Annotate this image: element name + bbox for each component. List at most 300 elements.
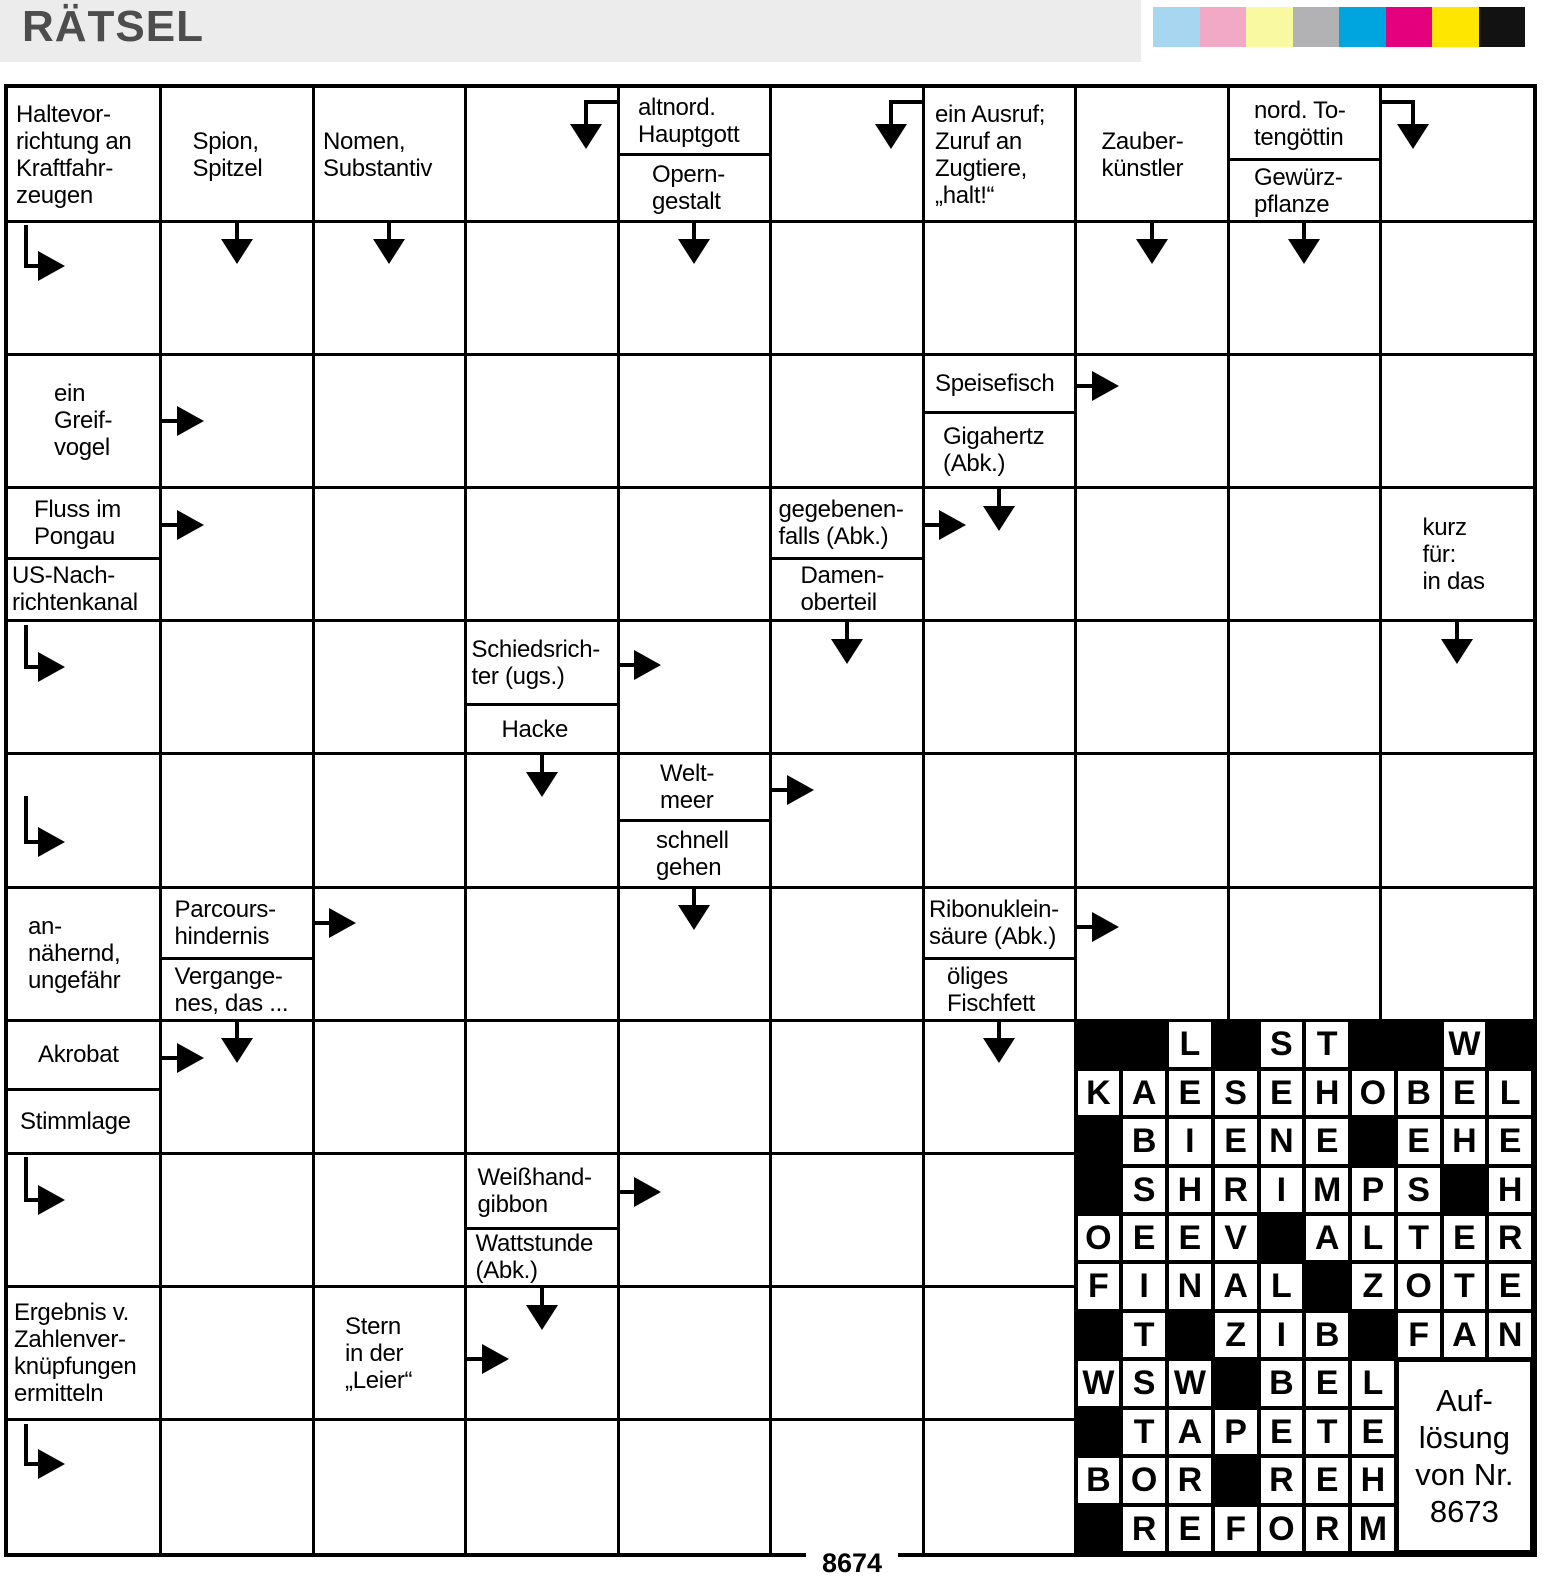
page-title: RÄTSEL: [22, 2, 204, 51]
clue-divider: [466, 1227, 619, 1230]
solution-letter-cell: L: [1352, 1361, 1394, 1405]
solution-letter-cell: R: [1123, 1507, 1165, 1551]
answer-cell[interactable]: [923, 221, 1076, 354]
answer-cell[interactable]: [1076, 621, 1229, 754]
clue-text: [923, 88, 1076, 221]
clue-line: ter (ugs.): [471, 662, 565, 690]
solution-letter-cell: I: [1123, 1264, 1165, 1308]
clue-text: [771, 488, 924, 559]
answer-cell[interactable]: [161, 1287, 314, 1420]
answer-cell[interactable]: [8, 221, 161, 354]
clue-cell: [466, 1153, 619, 1286]
color-bar: [1200, 7, 1247, 47]
solution-letter-cell: R: [1169, 1458, 1211, 1502]
solution-letter-cell: B: [1306, 1313, 1348, 1357]
clue-line: pflanze: [1254, 190, 1330, 218]
answer-cell[interactable]: [313, 754, 466, 887]
bend-down-arrow-icon: [1397, 124, 1429, 149]
solution-letter-cell: M: [1352, 1507, 1394, 1551]
solution-letter-cell: F: [1398, 1313, 1440, 1357]
clue-line: schnell: [656, 826, 729, 854]
solution-caption-line: 8673: [1429, 1494, 1499, 1530]
clue-text: [923, 354, 1076, 413]
clue-line: knüpfungen: [14, 1353, 137, 1381]
solution-letter-cell: L: [1489, 1071, 1531, 1115]
clue-line: Nomen,: [323, 127, 406, 155]
answer-cell[interactable]: [466, 88, 619, 221]
solution-letter-cell: O: [1123, 1458, 1165, 1502]
right-arrow-icon: [177, 1043, 204, 1073]
color-bar: [1432, 7, 1479, 47]
solution-letter-cell: L: [1169, 1022, 1211, 1066]
solution-letter-cell: E: [1489, 1119, 1531, 1163]
answer-cell[interactable]: [771, 221, 924, 354]
bend-down-arrow-icon: [584, 100, 588, 126]
clue-line: an-: [28, 913, 62, 941]
solution-letter-cell: E: [1169, 1071, 1211, 1115]
clue-line: Spion,: [192, 127, 259, 155]
clue-divider: [8, 1088, 161, 1091]
answer-cell[interactable]: [618, 488, 771, 621]
solution-letter-cell: L: [1261, 1264, 1303, 1308]
down-arrow-icon: [678, 905, 710, 930]
answer-cell[interactable]: [313, 354, 466, 487]
clue-line: Stern: [345, 1312, 401, 1340]
answer-cell[interactable]: [466, 221, 619, 354]
clue-text: [1228, 88, 1381, 160]
clue-text: [923, 959, 1076, 1020]
solution-caption-line: von Nr.: [1415, 1457, 1514, 1493]
solution-letter-cell: M: [1306, 1168, 1348, 1212]
clue-divider: [771, 557, 924, 560]
answer-cell[interactable]: [313, 1020, 466, 1153]
clue-line: Parcours-: [174, 896, 276, 924]
right-arrow-icon: [177, 406, 204, 436]
clue-line: öliges: [947, 962, 1008, 990]
answer-cell[interactable]: [8, 754, 161, 887]
clue-cell: [1076, 88, 1229, 221]
bend-down-arrow-icon: [1411, 100, 1415, 126]
answer-cell[interactable]: [771, 1420, 924, 1553]
clue-line: meer: [660, 787, 714, 815]
clue-text: [466, 1153, 619, 1228]
clue-line: nord. To-: [1254, 96, 1346, 124]
solution-letter-cell: S: [1215, 1071, 1257, 1115]
clue-line: Vergange-: [174, 962, 283, 990]
answer-cell[interactable]: [313, 1153, 466, 1286]
clue-divider: [923, 957, 1076, 960]
solution-letter-cell: O: [1352, 1071, 1394, 1115]
answer-cell[interactable]: [618, 1153, 771, 1286]
down-arrow-icon: [540, 754, 544, 774]
answer-cell[interactable]: [8, 621, 161, 754]
bend-down-arrow-icon: [889, 100, 893, 126]
clue-cell: [1228, 88, 1381, 221]
solution-letter-cell: I: [1169, 1119, 1211, 1163]
clue-cell: [313, 1287, 466, 1420]
answer-cell[interactable]: [618, 1420, 771, 1553]
bend-right-arrow-icon: [38, 251, 65, 281]
solution-letter-cell: E: [1261, 1071, 1303, 1115]
color-bar: [1153, 7, 1200, 47]
solution-letter-cell: T: [1306, 1022, 1348, 1066]
right-arrow-icon: [1092, 371, 1119, 401]
bend-right-arrow-icon: [38, 1185, 65, 1215]
solution-letter-cell: B: [1261, 1361, 1303, 1405]
down-arrow-icon: [1288, 239, 1320, 264]
solution-letter-cell: T: [1123, 1313, 1165, 1357]
down-arrow-icon: [692, 887, 696, 907]
solution-letter-cell: E: [1261, 1410, 1303, 1454]
clue-text: [1076, 88, 1229, 221]
clue-cell: [923, 354, 1076, 487]
answer-cell[interactable]: [466, 1020, 619, 1153]
clue-cell: [161, 88, 314, 221]
solution-letter-cell: T: [1123, 1410, 1165, 1454]
color-bar: [1293, 7, 1340, 47]
answer-cell[interactable]: [1228, 621, 1381, 754]
down-arrow-icon: [540, 1287, 544, 1307]
color-bar: [1339, 7, 1386, 47]
clue-line: künstler: [1101, 154, 1184, 182]
answer-cell[interactable]: [161, 621, 314, 754]
clue-line: ermitteln: [14, 1380, 104, 1408]
clue-text: [1228, 160, 1381, 221]
answer-cell[interactable]: [466, 488, 619, 621]
answer-cell[interactable]: [313, 1420, 466, 1553]
down-arrow-icon: [387, 221, 391, 241]
clue-cell: [466, 621, 619, 754]
clue-text: [618, 820, 771, 887]
clue-divider: [161, 957, 314, 960]
clue-cell: [923, 88, 1076, 221]
answer-cell[interactable]: [771, 1287, 924, 1420]
solution-caption: [1399, 1362, 1530, 1550]
answer-cell[interactable]: [923, 1153, 1076, 1286]
clue-line: Akrobat: [38, 1041, 119, 1069]
answer-cell[interactable]: [771, 1153, 924, 1286]
clue-cell: [618, 88, 771, 221]
bend-down-arrow-icon: [889, 100, 923, 104]
down-arrow-icon: [221, 239, 253, 264]
bend-right-arrow-icon: [24, 1157, 28, 1200]
clue-text: [618, 88, 771, 155]
bend-right-arrow-icon: [38, 652, 65, 682]
clue-cell: [8, 887, 161, 1020]
down-arrow-icon: [678, 239, 710, 264]
solution-letter-cell: A: [1306, 1216, 1348, 1260]
answer-cell[interactable]: [618, 621, 771, 754]
answer-cell[interactable]: [771, 88, 924, 221]
clue-line: ein Ausruf;: [935, 100, 1046, 128]
clue-line: zeugen: [16, 181, 93, 209]
down-arrow-icon: [997, 1020, 1001, 1040]
answer-cell[interactable]: [161, 488, 314, 621]
bend-right-arrow-icon: [38, 1449, 65, 1479]
solution-letter-cell: R: [1215, 1168, 1257, 1212]
answer-cell[interactable]: [1228, 488, 1381, 621]
answer-cell[interactable]: [771, 887, 924, 1020]
answer-cell[interactable]: [466, 354, 619, 487]
clue-cell: [8, 1287, 161, 1420]
bend-right-arrow-icon: [24, 796, 28, 842]
down-arrow-icon: [235, 1020, 239, 1040]
solution-letter-cell: A: [1169, 1410, 1211, 1454]
answer-cell[interactable]: [923, 621, 1076, 754]
page-header: [0, 0, 1565, 62]
clue-line: US-Nach-: [12, 562, 115, 590]
solution-letter-cell: O: [1261, 1507, 1303, 1551]
solution-caption-line: Auf-: [1435, 1383, 1493, 1419]
down-arrow-icon: [1455, 621, 1459, 641]
answer-cell[interactable]: [1076, 754, 1229, 887]
solution-letter-cell: L: [1352, 1216, 1394, 1260]
solution-letter-cell: K: [1078, 1071, 1120, 1115]
clue-line: kurz: [1422, 513, 1467, 541]
answer-cell[interactable]: [1381, 354, 1534, 487]
answer-cell[interactable]: [313, 621, 466, 754]
clue-line: Damen-: [800, 562, 885, 590]
right-arrow-icon: [939, 510, 966, 540]
solution-letter-cell: T: [1306, 1410, 1348, 1454]
clue-line: richtenkanal: [12, 589, 138, 617]
solution-letter-cell: E: [1398, 1119, 1440, 1163]
answer-cell[interactable]: [161, 754, 314, 887]
clue-cell: [8, 488, 161, 621]
right-arrow-icon: [634, 1177, 661, 1207]
grid-line: [8, 752, 1533, 755]
answer-cell[interactable]: [1381, 754, 1534, 887]
solution-letter-cell: R: [1306, 1507, 1348, 1551]
solution-letter-cell: H: [1489, 1168, 1531, 1212]
clue-text: [618, 155, 771, 222]
grid-line: [8, 353, 1533, 356]
clue-line: gestalt: [652, 187, 721, 215]
solution-letter-cell: B: [1123, 1119, 1165, 1163]
clue-line: Stimmlage: [20, 1107, 131, 1135]
clue-divider: [8, 557, 161, 560]
answer-cell[interactable]: [1228, 887, 1381, 1020]
solution-letter-cell: A: [1215, 1264, 1257, 1308]
clue-divider: [618, 819, 771, 822]
answer-cell[interactable]: [8, 1420, 161, 1553]
clue-line: Zauber-: [1101, 127, 1184, 155]
answer-cell[interactable]: [466, 1420, 619, 1553]
clue-line: Substantiv: [323, 154, 433, 182]
right-arrow-icon: [1092, 912, 1119, 942]
down-arrow-icon: [235, 221, 239, 241]
answer-cell[interactable]: [923, 754, 1076, 887]
bend-right-arrow-icon: [24, 625, 28, 668]
clue-text: [1381, 488, 1534, 621]
clue-line: gibbon: [477, 1190, 548, 1218]
solution-letter-cell: F: [1078, 1264, 1120, 1308]
solution-letter-cell: S: [1123, 1361, 1165, 1405]
clue-line: Spitzel: [192, 154, 263, 182]
clue-line: Fluss im: [34, 495, 121, 523]
clue-line: tengöttin: [1254, 123, 1344, 151]
clue-cell: [1381, 488, 1534, 621]
clue-line: Ergebnis v.: [14, 1299, 129, 1327]
solution-letter-cell: E: [1123, 1216, 1165, 1260]
answer-cell[interactable]: [618, 354, 771, 487]
solution-letter-cell: B: [1398, 1071, 1440, 1115]
solution-caption-line: lösung: [1418, 1420, 1511, 1456]
solution-letter-cell: H: [1444, 1119, 1486, 1163]
answer-cell[interactable]: [1076, 887, 1229, 1020]
answer-cell[interactable]: [1381, 88, 1534, 221]
solution-letter-cell: E: [1306, 1361, 1348, 1405]
clue-line: nähernd,: [28, 940, 121, 968]
solution-letter-cell: N: [1489, 1313, 1531, 1357]
clue-line: Speisefisch: [935, 370, 1055, 398]
down-arrow-icon: [1136, 239, 1168, 264]
clue-text: [466, 621, 619, 705]
answer-cell[interactable]: [1381, 887, 1534, 1020]
clue-line: oberteil: [800, 589, 877, 617]
solution-letter-cell: H: [1352, 1458, 1394, 1502]
answer-cell[interactable]: [161, 1420, 314, 1553]
clue-cell: [923, 887, 1076, 1020]
clue-cell: [8, 354, 161, 487]
clue-text: [8, 354, 161, 487]
clue-text: [313, 1287, 466, 1420]
answer-cell[interactable]: [1228, 354, 1381, 487]
answer-cell[interactable]: [923, 1420, 1076, 1553]
answer-cell[interactable]: [771, 354, 924, 487]
clue-text: [923, 887, 1076, 959]
solution-letter-cell: A: [1123, 1071, 1165, 1115]
clue-line: Weißhand-: [477, 1163, 592, 1191]
solution-letter-cell: V: [1215, 1216, 1257, 1260]
clue-text: [771, 558, 924, 621]
bend-down-arrow-icon: [875, 124, 907, 149]
clue-line: Haltevor-: [16, 100, 111, 128]
clue-line: Schiedsrich-: [471, 635, 600, 663]
solution-letter-cell: W: [1078, 1361, 1120, 1405]
clue-line: ungefähr: [28, 967, 121, 995]
bend-right-arrow-icon: [38, 827, 65, 857]
clue-divider: [1228, 158, 1381, 161]
solution-letter-cell: S: [1398, 1168, 1440, 1212]
clue-cell: [8, 1020, 161, 1153]
color-bar: [1246, 7, 1293, 47]
solution-letter-cell: F: [1215, 1507, 1257, 1551]
clue-text: [8, 488, 161, 559]
clue-divider: [923, 411, 1076, 414]
clue-text: [466, 1228, 619, 1287]
clue-divider: [466, 703, 619, 706]
clue-text: [923, 413, 1076, 488]
solution-letter-cell: R: [1489, 1216, 1531, 1260]
solution-letter-cell: Z: [1352, 1264, 1394, 1308]
right-arrow-icon: [329, 908, 356, 938]
clue-line: Zahlenver-: [14, 1326, 126, 1354]
down-arrow-icon: [1150, 221, 1154, 241]
down-arrow-icon: [692, 221, 696, 241]
down-arrow-icon: [997, 488, 1001, 508]
clue-cell: [8, 88, 161, 221]
clue-line: „Leier“: [345, 1366, 413, 1394]
bend-right-arrow-icon: [24, 1424, 28, 1464]
answer-cell[interactable]: [923, 1287, 1076, 1420]
clue-cell: [771, 488, 924, 621]
clue-line: (Abk.): [475, 1257, 538, 1285]
solution-letter-cell: E: [1169, 1216, 1211, 1260]
down-arrow-icon: [221, 1038, 253, 1063]
clue-text: [8, 1020, 161, 1089]
solution-letter-cell: E: [1489, 1264, 1531, 1308]
solution-letter-cell: E: [1444, 1071, 1486, 1115]
solution-letter-cell: E: [1306, 1119, 1348, 1163]
clue-line: altnord.: [638, 94, 716, 122]
clue-text: [8, 88, 161, 221]
solution-letter-cell: T: [1398, 1216, 1440, 1260]
clue-line: falls (Abk.): [778, 522, 889, 550]
grid-line: [922, 88, 925, 1553]
clue-line: Fischfett: [947, 989, 1035, 1017]
solution-letter-cell: E: [1306, 1458, 1348, 1502]
down-arrow-icon: [526, 1305, 558, 1330]
clue-line: Greif-: [54, 407, 113, 435]
bend-down-arrow-icon: [1381, 100, 1415, 104]
clue-line: in der: [345, 1339, 404, 1367]
clue-cell: [618, 754, 771, 887]
answer-cell[interactable]: [1076, 488, 1229, 621]
solution-letter-cell: R: [1261, 1458, 1303, 1502]
clue-line: für:: [1422, 540, 1456, 568]
solution-letter-cell: P: [1352, 1168, 1394, 1212]
clue-line: Gigahertz: [943, 423, 1045, 451]
solution-grid: [1076, 1020, 1534, 1553]
answer-cell[interactable]: [466, 887, 619, 1020]
solution-letter-cell: I: [1261, 1313, 1303, 1357]
clue-cell: [161, 887, 314, 1020]
answer-cell[interactable]: [618, 1287, 771, 1420]
answer-cell[interactable]: [771, 1020, 924, 1153]
clue-line: Pongau: [34, 522, 115, 550]
clue-line: vogel: [54, 434, 110, 462]
down-arrow-icon: [845, 621, 849, 641]
answer-cell[interactable]: [1228, 754, 1381, 887]
answer-cell[interactable]: [618, 1020, 771, 1153]
solution-letter-cell: S: [1123, 1168, 1165, 1212]
answer-cell[interactable]: [8, 1153, 161, 1286]
clue-cell: [313, 88, 466, 221]
right-arrow-icon: [177, 510, 204, 540]
clue-line: hindernis: [174, 923, 270, 951]
clue-line: Kraftfahr-: [16, 154, 114, 182]
down-arrow-icon: [983, 1038, 1015, 1063]
clue-line: Opern-: [652, 160, 725, 188]
solution-letter-cell: Z: [1215, 1313, 1257, 1357]
clue-text: [8, 1287, 161, 1420]
clue-text: [618, 754, 771, 821]
clue-line: ein: [54, 380, 86, 408]
solution-letter-cell: S: [1261, 1022, 1303, 1066]
clue-text: [161, 959, 314, 1020]
solution-letter-cell: O: [1078, 1216, 1120, 1260]
answer-cell[interactable]: [1381, 221, 1534, 354]
answer-cell[interactable]: [161, 1153, 314, 1286]
solution-letter-cell: N: [1169, 1264, 1211, 1308]
bend-down-arrow-icon: [584, 100, 618, 104]
solution-letter-cell: E: [1169, 1507, 1211, 1551]
answer-cell[interactable]: [313, 488, 466, 621]
clue-line: Welt-: [660, 760, 715, 788]
clue-line: Zuruf an: [935, 127, 1022, 155]
down-arrow-icon: [1441, 639, 1473, 664]
